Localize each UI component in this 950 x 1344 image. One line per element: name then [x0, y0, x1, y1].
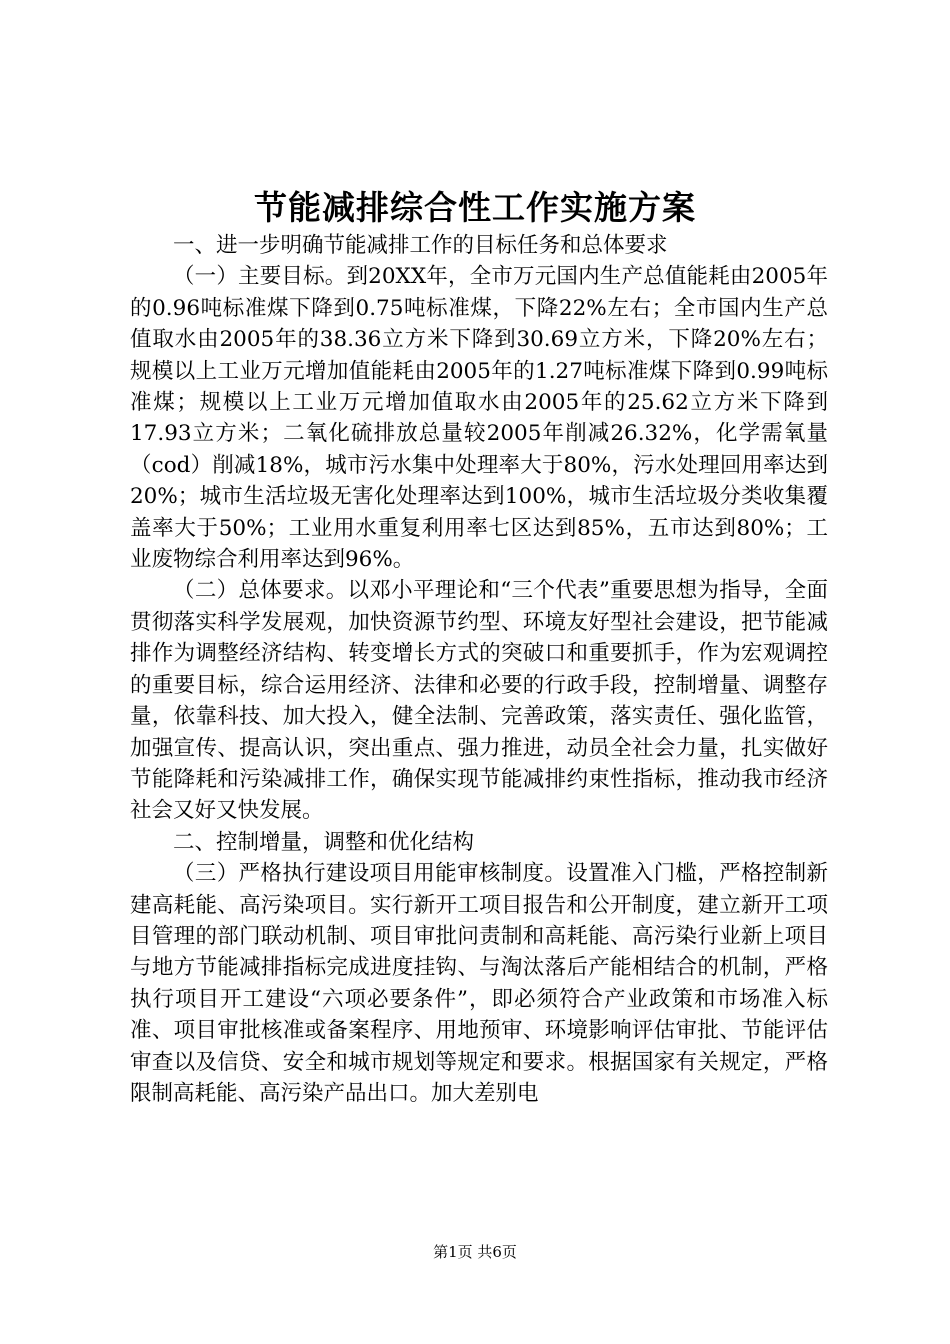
paragraph-project-review: （三）严格执行建设项目用能审核制度。设置准入门槛，严格控制新建高耗能、高污染项目。实行新开工项目报告和公开制度，建立新开工项目管理的部门联动机制、项目审批问责制和高耗能、高污染行业新上项目与地方节能减排指标完成进度挂钩、与淘汰落后产能相结合的机制，严格执行项目开工建设“六项必要条件”，即必须符合产业政策和市场准入标准、项目审批核准或备案程序、用地预审、环境影响评估审批、节能评估审查以及信贷、安全和城市规划等规定和要求。根据国家有关规定，严格限制高耗能、高污染产品出口。加大差别电 [130, 861, 828, 1106]
document-title: 节能减排综合性工作实施方案 [254, 188, 696, 227]
paragraph-general-requirements: （二）总体要求。以邓小平理论和“三个代表”重要思想为指导，全面贯彻落实科学发展观，加快资源节约型、环境友好型社会建设，把节能减排作为调整经济结构、转变增长方式的突破口和重要抓手，作为宏观调控的重要目标，综合运用经济、法律和必要的行政手段，控制增量、调整存量，依靠科技、加大投入，健全法制、完善政策，落实责任、强化监管，加强宣传、提高认识，突出重点、强力推进，动员全社会力量，扎实做好节能降耗和污染减排工作，确保实现节能减排约束性指标，推动我市经济社会又好又快发展。 [130, 578, 828, 824]
section-heading-2: 二、控制增量，调整和优化结构 [173, 829, 475, 855]
paragraph-main-goals: （一）主要目标。到20XX年，全市万元国内生产总值能耗由2005年的0.96吨标准煤下降到0.75吨标准煤，下降22%左右；全市国内生产总值取水由2005年的38.36立方米下降到30.69立方米，下降20%左右；规模以上工业万元增加值能耗由2005年的1.27吨标准煤下降到0.99吨标准煤；规模以上工业万元增加值取水由2005年的25.62立方米下降到17.93立方米；二氧化硫排放总量较2005年削减26.32%，化学需氧量（cod）削减18%，城市污水集中处理率大于80%，污水处理回用率达到20%；城市生活垃圾无害化处理率达到100%，城市生活垃圾分类收集覆盖率大于50%；工业用水重复利用率七区达到85%，五市达到80%；工业废物综合利用率达到96%。 [130, 264, 828, 573]
page-number-footer: 第1页 共6页 [433, 1243, 517, 1261]
section-heading-1: 一、进一步明确节能减排工作的目标任务和总体要求 [173, 233, 668, 258]
document-body [130, 230, 828, 1109]
